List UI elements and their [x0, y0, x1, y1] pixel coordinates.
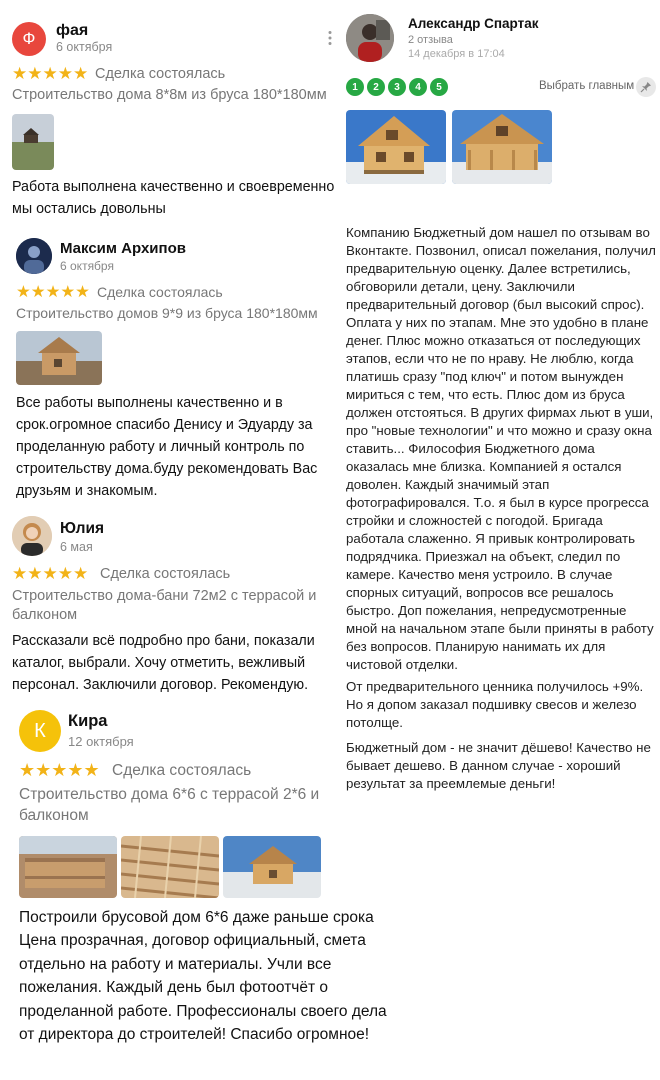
review-text: Работа выполнена качественно и своевременно мы остались довольны [12, 179, 335, 217]
reviewer-name[interactable]: Кира [68, 712, 108, 730]
avatar[interactable] [12, 516, 52, 556]
review-text: Бюджетный дом - не значит дёшево! Качество не бывает дешево. В данном случае - хороший результат за преемлемые деньги! [346, 740, 651, 791]
review-text: Все работы выполнены качественно и в срок.огромное спасибо Денису и Эдуарду за проделанную работу и личный контроль по строительству дома.буду рекомендовать Вас друзьям и знакомым. [16, 395, 318, 499]
pin-icon[interactable] [636, 77, 656, 97]
review-date: 12 октября [68, 734, 134, 749]
star-rating: ★★★★★ [12, 564, 89, 583]
reviewer-name[interactable]: Александр Спартак [408, 16, 539, 31]
rating-badge: 4 [409, 78, 427, 96]
avatar[interactable]: Ф [12, 22, 46, 56]
review-date: 6 октября [56, 40, 113, 54]
avatar[interactable] [16, 238, 52, 274]
review-photo[interactable] [12, 114, 54, 170]
rating-badge: 5 [430, 78, 448, 96]
deal-status: Сделка состоялась [100, 566, 231, 582]
review-text: Рассказали всё подробно про бани, показали каталог, выбрали. Хочу отметить, вежливый персонал. Заключили договор. Рекомендую. [12, 633, 315, 693]
review-text: Построили брусовой дом 6*6 даже раньше срока Цена прозрачная, договор официальный, смета отдельно на работу и материалы. Учли все пожелания. Каждый день был фотоотчёт о проделанной работе. Профессионалы своего дела от директора до строителей! Спасибо огромное! [19, 909, 387, 1044]
deal-status: Сделка состоялась [97, 284, 223, 300]
review-subject: Строительство дома 6*6 с террасой 2*6 и балконом [19, 786, 320, 824]
choose-main-button[interactable]: Выбрать главным [539, 80, 635, 92]
review-count[interactable]: 2 отзыва [408, 34, 453, 46]
reviewer-name[interactable]: фая [56, 22, 89, 39]
avatar[interactable] [346, 14, 394, 62]
review-date: 6 мая [60, 540, 93, 554]
review-photo[interactable] [223, 836, 321, 898]
deal-status: Сделка состоялась [112, 762, 252, 779]
review-photo[interactable] [121, 836, 219, 898]
star-rating: ★★★★★ [19, 760, 100, 780]
rating-badge: 3 [388, 78, 406, 96]
review-photo[interactable] [452, 110, 552, 184]
review-photo[interactable] [346, 110, 446, 184]
rating-badge: 1 [346, 78, 364, 96]
reviewer-name[interactable]: Юлия [60, 520, 105, 537]
reviewer-name[interactable]: Максим Архипов [60, 240, 186, 257]
star-rating: ★★★★★ [12, 64, 89, 83]
review-subject: Строительство дома 8*8м из бруса 180*180мм [12, 87, 327, 103]
review-photo[interactable] [19, 836, 117, 898]
review-photo[interactable] [16, 331, 102, 385]
rating-badge: 2 [367, 78, 385, 96]
avatar[interactable]: К [19, 710, 61, 752]
more-vertical-icon[interactable] [326, 30, 334, 46]
review-date: 14 декабря в 17:04 [408, 48, 505, 60]
star-rating: ★★★★★ [16, 283, 90, 301]
review-date: 6 октября [60, 259, 114, 273]
deal-status: Сделка состоялась [95, 66, 226, 82]
review-text: От предварительного ценника получилось +9%. Но я допом заказал подшивку свесов и железо потолще. [346, 679, 644, 730]
review-text: Компанию Бюджетный дом нашел по отзывам во Вконтакте. Позвонил, описал пожелания, получил предварительную оценку. Далее встретились, обговорили детали, цену. Заключили предварительный договор (был высокий спрос). Оплата у них по этапам. Мне это удобно в плане денег. Плюс можно отказаться от последующих этапов, если что не по нраву. Не люблю, когда платишь сразу "под ключ" и потом вынужден мириться с тем, что есть. Плюс дом из бруса должен отстояться. В других фирмах льют в уши, про "новые технологии" и что можно и сразу окна ставить... Философия Бюджетного дома оказалась мне близка. Компанией я остался доволен. Каждый значимый этап фотографировался. Т.о. я был в курсе прогресса стройки и сложностей с погодой. Бригада работала слаженно. Я привык контролировать подрядчика. Приезжал на объект, следил по камере. Качество меня устроило. В случае спорных ситуаций, вопросов все решалось быстро. Доп пожелания, непредусмотренные мной на начальном этапе были приняты в работу без вопросов. Планирую нанимать их для чистовой отделки. [346, 225, 656, 672]
review-subject: Строительство дома-бани 72м2 с террасой и балконом [12, 588, 317, 623]
review-subject: Строительство домов 9*9 из бруса 180*180мм [16, 305, 318, 321]
